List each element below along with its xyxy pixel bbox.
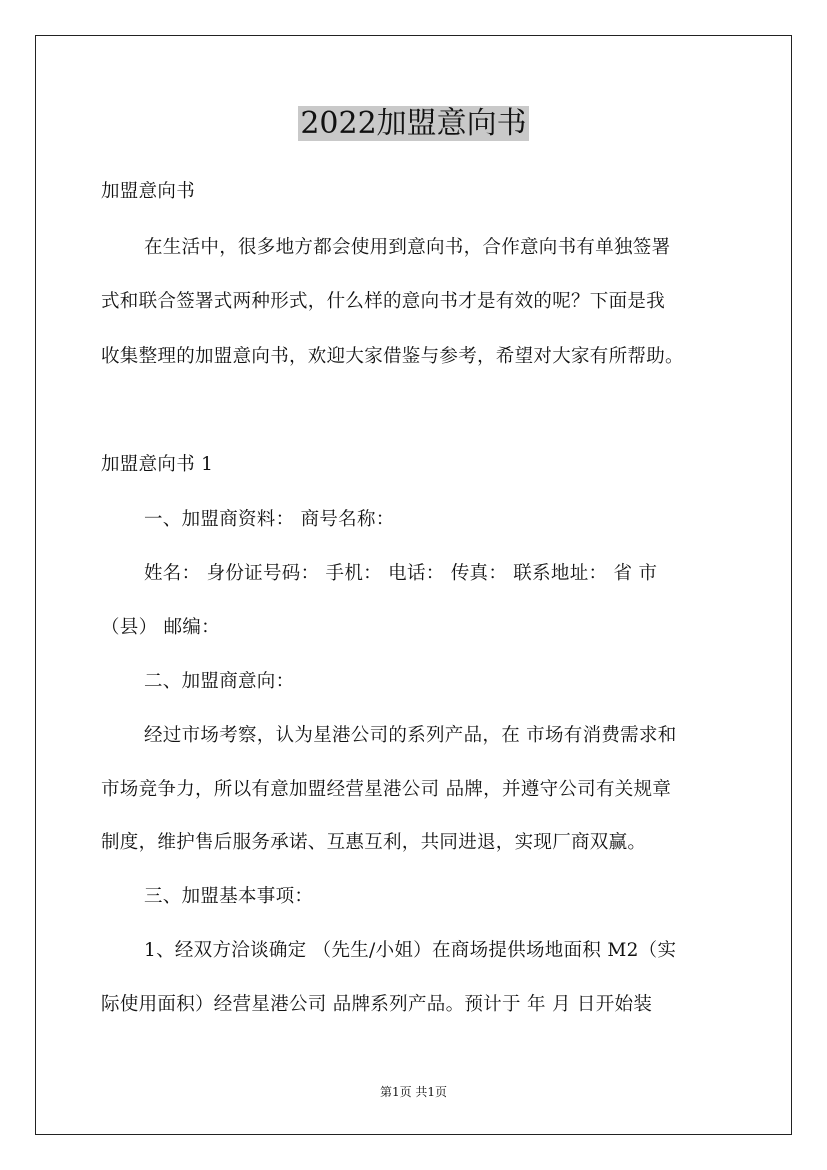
- intent-line-2: 市场竞争力，所以有意加盟经营星港公司 品牌，并遵守公司有关规章: [101, 779, 672, 800]
- item-1-line-2: 际使用面积）经营星港公司 品牌系列产品。预计于 年 月 日开始装: [101, 994, 653, 1015]
- fields-line-2: （县） 邮编：: [101, 617, 220, 638]
- section-1-heading: 一、加盟商资料： 商号名称：: [144, 509, 395, 530]
- document-title: [0, 104, 827, 144]
- intent-line-1: 经过市场考察，认为星港公司的系列产品，在 市场有消费需求和: [144, 725, 677, 746]
- heading-letter-1: 加盟意向书 1: [101, 454, 214, 475]
- fields-line-1: 姓名： 身份证号码： 手机： 电话： 传真： 联系地址： 省 市: [144, 563, 658, 584]
- intro-line-2: 式和联合签署式两种形式，什么样的意向书才是有效的呢？下面是我: [101, 291, 666, 312]
- document-title-text: 2022加盟意向书: [300, 106, 527, 141]
- page-footer: 第1页 共1页: [379, 1085, 448, 1099]
- section-2-heading: 二、加盟商意向：: [144, 671, 295, 692]
- intro-line-1: 在生活中，很多地方都会使用到意向书，合作意向书有单独签署: [144, 237, 671, 258]
- intro-line-3: 收集整理的加盟意向书，欢迎大家借鉴与参考，希望对大家有所帮助。: [101, 346, 684, 367]
- intent-line-3: 制度，维护售后服务承诺、互惠互利，共同进退，实现厂商双赢。: [101, 832, 647, 853]
- section-3-heading: 三、加盟基本事项：: [144, 886, 314, 907]
- item-1-line-1: 1、经双方洽谈确定 （先生/小姐）在商场提供场地面积 M2（实: [144, 940, 677, 961]
- heading-main: 加盟意向书: [101, 181, 196, 202]
